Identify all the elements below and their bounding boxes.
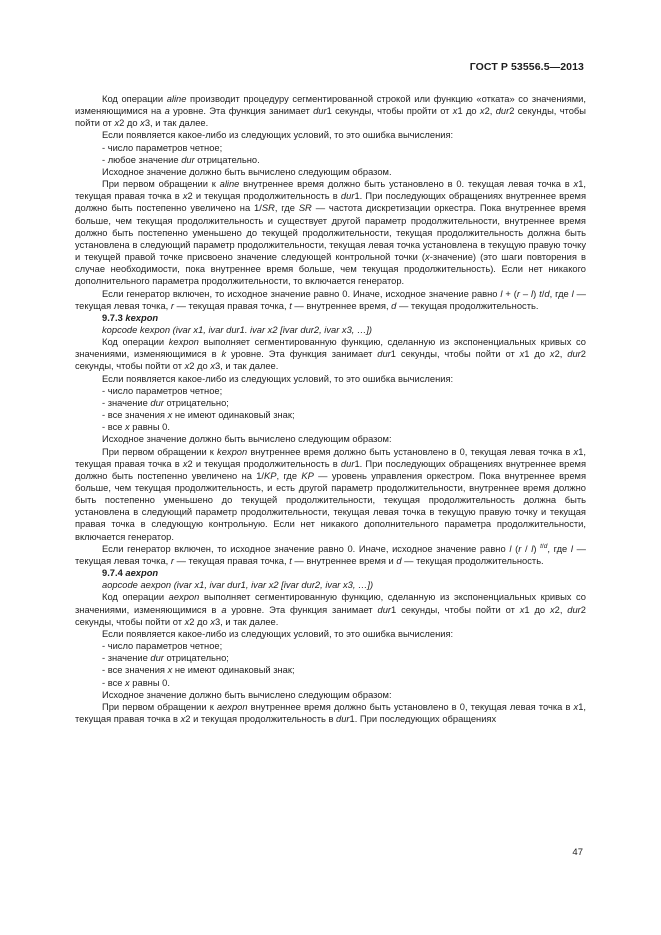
list-item: - все значения x не имеют одинаковый знак;	[102, 665, 295, 676]
paragraph: При первом обращении к aexpon внутреннее время должно быть установлено в 0, текущая левая точка в x1, текущая правая точка в x2 и текущая продолжительность в dur1. При последующих обращениях	[75, 701, 586, 724]
list-item: - любое значение dur отрицательно.	[102, 154, 260, 165]
list-item: - значение dur отрицательно;	[102, 653, 229, 664]
document-header: ГОСТ Р 53556.5—2013	[469, 61, 584, 73]
list-item: - все значения x не имеют одинаковый знак;	[102, 410, 295, 421]
paragraph: Если появляется какое-либо из следующих условий, то это ошибка вычисления:	[102, 130, 454, 141]
paragraph: Если появляется какое-либо из следующих условий, то это ошибка вычисления:	[102, 628, 454, 639]
section-heading: 9.7.3 kexpon	[102, 312, 159, 323]
list-item: - значение dur отрицательно;	[102, 397, 229, 408]
list-item: - число параметров четное;	[102, 385, 223, 396]
paragraph: При первом обращении к aline внутреннее время должно быть установлено в 0. текущая левая точка в x1, текущая правая точка в x2 и текущая продолжительность в dur1. При последующих обращениях внутреннее время должно быть постепенно увеличено на 1/SR, где SR — частота дискретизации оркестра. Пока внутреннее время больше, чем текущая продолжительность и существует другой параметр продолжительности, внутреннее время должно быть постепенно уменьшено до текущей продолжительности, текущая продолжительность должна быть установлена в следующий параметр продолжительности, текущая левая точка установлена в текущую правую точку и текущей правой точке присвоено значение следующей контрольной точки (x-значение) (это шаги повторения в случае необходимости, пока внутреннее время больше, чем текущая продолжительность). Если нет никакого дополнительного параметра продолжительности, то включается генератор.	[75, 179, 587, 287]
paragraph: Если генератор включен, то исходное значение равно 0. Иначе, исходное значение равно l + (r – l) t/d, где l — текущая левая точка, r — текущая правая точка, t — внутреннее время, d — текущая продолжительность.	[75, 288, 586, 311]
code-syntax: aopcode aexpon (ivar x1, ivar dur1, ivar x2 [ivar dur2, ivar x3, …])	[102, 580, 374, 591]
code-syntax: kopcode kexpon (ivar x1, ivar dur1. ivar x2 [ivar dur2, ivar x3, …])	[102, 324, 373, 335]
paragraph: Исходное значение должно быть вычислено следующим образом:	[102, 689, 392, 700]
paragraph: Код операции aexpon выполняет сегментированную функцию, сделанную из экспоненциальных кривых со значениями, изменяющимися в a уровне. Эта функция занимает dur1 секунды, чтобы пойти от x1 до x2, dur2 секунды, чтобы пойти от x2 до x3, и так далее.	[75, 592, 586, 627]
list-item: - число параметров четное;	[102, 142, 223, 153]
document-body	[75, 93, 586, 725]
paragraph: Код операции kexpon выполняет сегментированную функцию, сделанную из экспоненциальных кривых со значениями, изменяющимися в k уровне. Эта функция занимает dur1 секунды, чтобы пойти от x1 до x2, dur2 секунды, чтобы пойти от x2 до x3, и так далее.	[75, 337, 586, 372]
list-item: - число параметров четное;	[102, 641, 223, 652]
paragraph: Исходное значение должно быть вычислено следующим образом.	[102, 166, 392, 177]
list-item: - все x равны 0.	[102, 677, 170, 688]
paragraph: Код операции aline производит процедуру сегментированной строкой или функцию «отката» со значениями, изменяющимися на a уровне. Эта функция занимает dur1 секунды, чтобы пройти от x1 до x2, dur2 секунды, чтобы пойти от x2 до x3, и так далее.	[75, 94, 587, 129]
section-heading: 9.7.4 aexpon	[102, 568, 159, 579]
list-item: - все x равны 0.	[102, 422, 170, 433]
paragraph: Исходное значение должно быть вычислено следующим образом:	[102, 434, 392, 445]
paragraph: Если появляется какое-либо из следующих условий, то это ошибка вычисления:	[102, 373, 454, 384]
paragraph: Если генератор включен, то исходное значение равно 0. Иначе, исходное значение равно l (r / l) $^{t/d}$, где l — текущая левая точка, r — текущая правая точка, t — внутреннее время и d — текущая продолжительность.	[75, 542, 586, 566]
paragraph: При первом обращении к kexpon внутреннее время должно быть установлено в 0, текущая левая точка в x1, текущая правая точка в x2 и текущая продолжительность в dur1. При последующих обращениях внутреннее время должно быть постепенно увеличено на 1/KP, где KP — уровень управления оркестром. Пока внутреннее время больше, чем текущая продолжительность, и есть другой параметр продолжительности, внутреннее время должно быть постепенно уменьшено до текущей продолжительности, текущая продолжительность должна быть установлена в следующий параметр продолжительности, текущая левая точка в текущую правую точку и текущая правая точка в следующую контрольную. Если нет никакого дополнительного параметра продолжительности, включается генератор.	[75, 446, 587, 542]
page-number: 47	[572, 847, 583, 858]
